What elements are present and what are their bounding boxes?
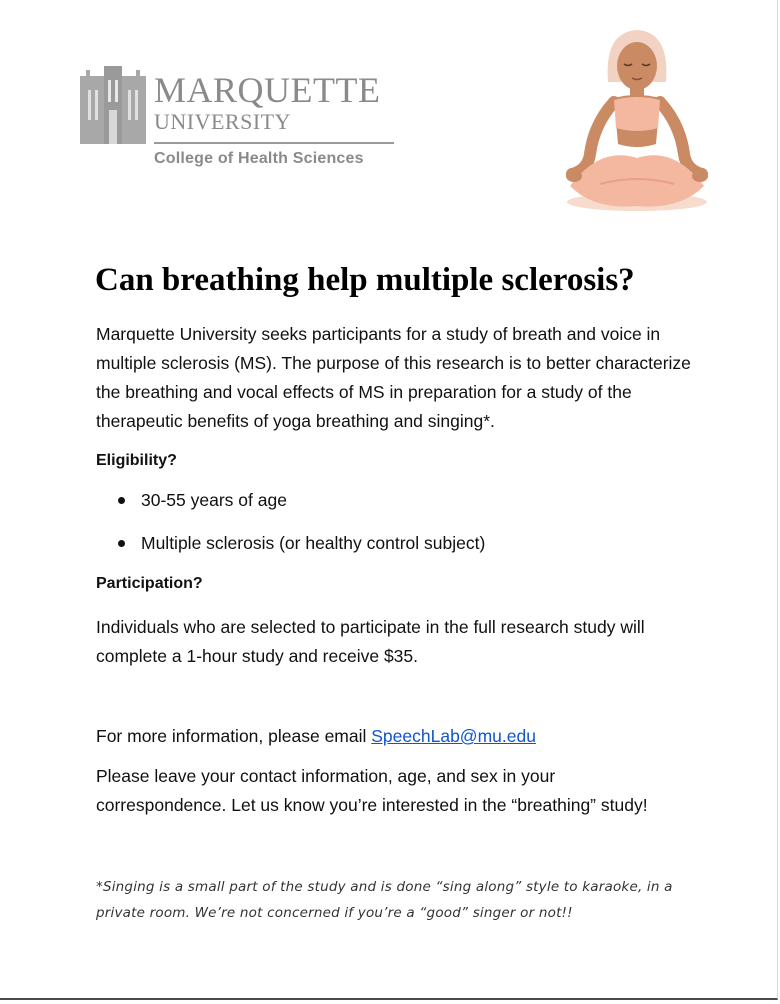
page-title: Can breathing help multiple sclerosis? xyxy=(95,262,635,298)
contact-prefix: For more information, please email xyxy=(96,726,372,746)
list-item xyxy=(118,490,287,511)
marquette-logo xyxy=(80,66,400,176)
bullet-icon xyxy=(118,540,125,547)
list-item xyxy=(118,533,485,554)
logo-divider xyxy=(154,142,394,144)
meditating-woman-icon xyxy=(560,24,714,214)
footnote: *Singing is a small part of the study and is done “sing along” style to karaoke, in a private room. We’re not concerned if you’re a “good” singer or not!! xyxy=(96,878,673,921)
logo-college: College of Health Sciences xyxy=(154,150,364,167)
logo-name: MARQUETTE xyxy=(154,70,381,110)
bullet-icon xyxy=(118,497,125,504)
contact-line xyxy=(96,722,696,751)
participation-paragraph: Individuals who are selected to participate in the full research study will complete a 1-hour study and receive $35. xyxy=(96,617,645,666)
contact-instructions: Please leave your contact information, age, and sex in your correspondence. Let us know you’re interested in the “breathing” study! xyxy=(96,766,648,815)
eligibility-item-condition: Multiple sclerosis (or healthy control subject) xyxy=(141,533,486,553)
intro-paragraph: Marquette University seeks participants for a study of breath and voice in multiple sclerosis (MS). The purpose of this research is to better characterize the breathing and vocal effects of MS in preparation for a study of the therapeutic benefits of yoga breathing and singing*. xyxy=(96,324,691,431)
email-link[interactable]: SpeechLab@mu.edu xyxy=(371,726,536,746)
participation-heading: Participation? xyxy=(96,575,203,592)
eligibility-heading: Eligibility? xyxy=(96,452,177,469)
eligibility-item-age: 30-55 years of age xyxy=(141,490,287,510)
logo-university: UNIVERSITY xyxy=(154,109,291,134)
building-icon xyxy=(80,66,146,144)
